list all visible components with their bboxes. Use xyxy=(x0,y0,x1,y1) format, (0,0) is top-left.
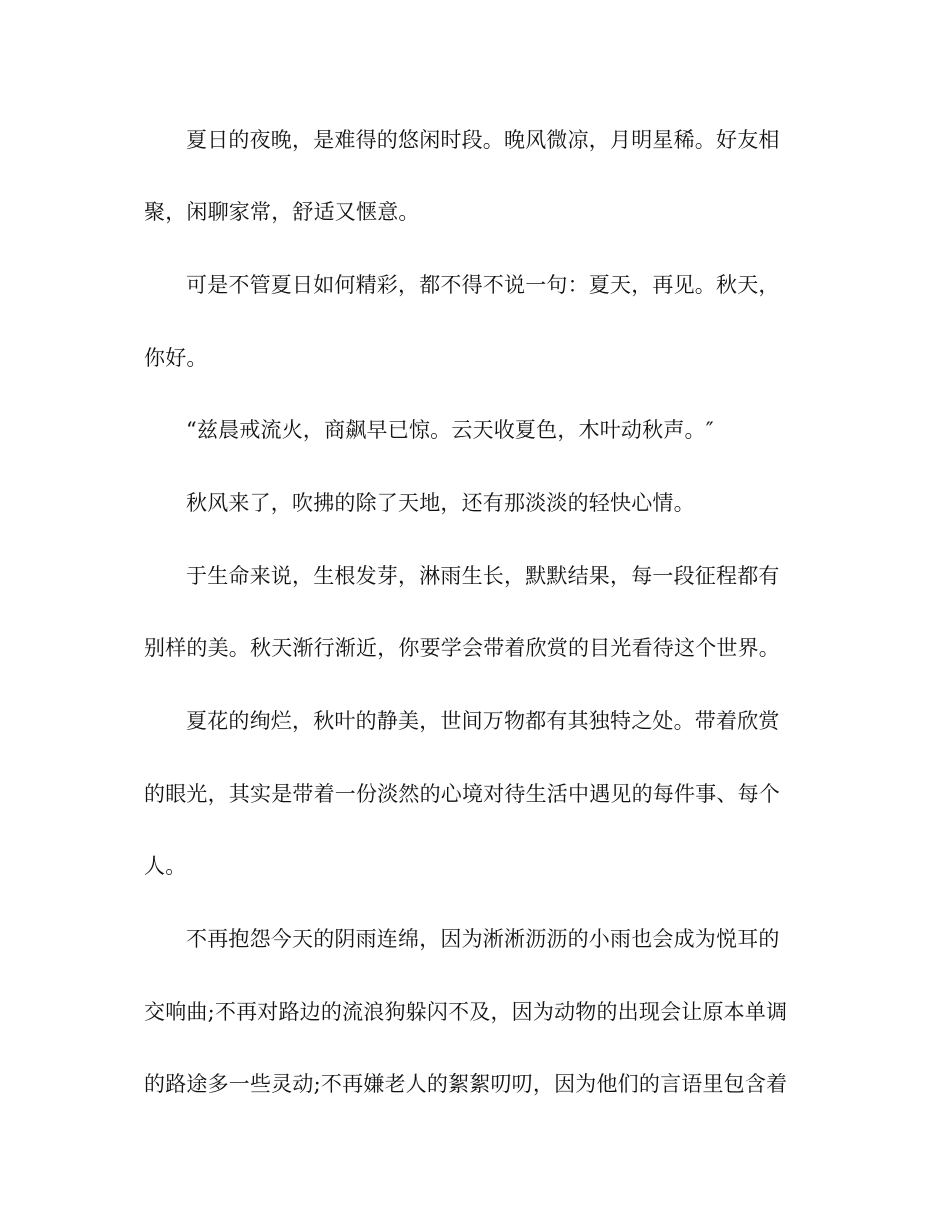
text-line-3: 可是不管夏日如何精彩，都不得不说一句：夏天，再见。秋天， xyxy=(186,273,780,297)
text-line-14: 的路途多一些灵动;不再嫌老人的絮絮叨叨，因为他们的言语里包含着 xyxy=(144,1072,788,1096)
text-line-1: 夏日的夜晚，是难得的悠闲时段。晚风微凉，月明星稀。好友相 xyxy=(186,128,780,152)
text-line-2: 聚，闲聊家常，舒适又惬意。 xyxy=(144,200,420,224)
text-line-12: 不再抱怨今天的阴雨连绵，因为淅淅沥沥的小雨也会成为悦耳的 xyxy=(186,927,780,951)
text-line-10: 的眼光，其实是带着一份淡然的心境对待生活中遇见的每件事、每个 xyxy=(144,782,780,806)
text-line-9: 夏花的绚烂，秋叶的静美，世间万物都有其独特之处。带着欣赏 xyxy=(186,709,780,733)
text-line-7: 于生命来说，生根发芽，淋雨生长，默默结果，每一段征程都有 xyxy=(186,564,780,588)
text-line-6: 秋风来了，吹拂的除了天地，还有那淡淡的轻快心情。 xyxy=(186,491,695,515)
text-line-13: 交响曲;不再对路边的流浪狗躲闪不及，因为动物的出现会让原本单调 xyxy=(144,1000,788,1024)
text-line-8: 别样的美。秋天渐行渐近，你要学会带着欣赏的目光看待这个世界。 xyxy=(144,636,780,660)
text-line-11: 人。 xyxy=(144,854,187,878)
text-line-4: 你好。 xyxy=(144,346,208,370)
text-line-5: “兹晨戒流火，商飙早已惊。云天收夏色，木叶动秋声。″ xyxy=(186,418,714,442)
